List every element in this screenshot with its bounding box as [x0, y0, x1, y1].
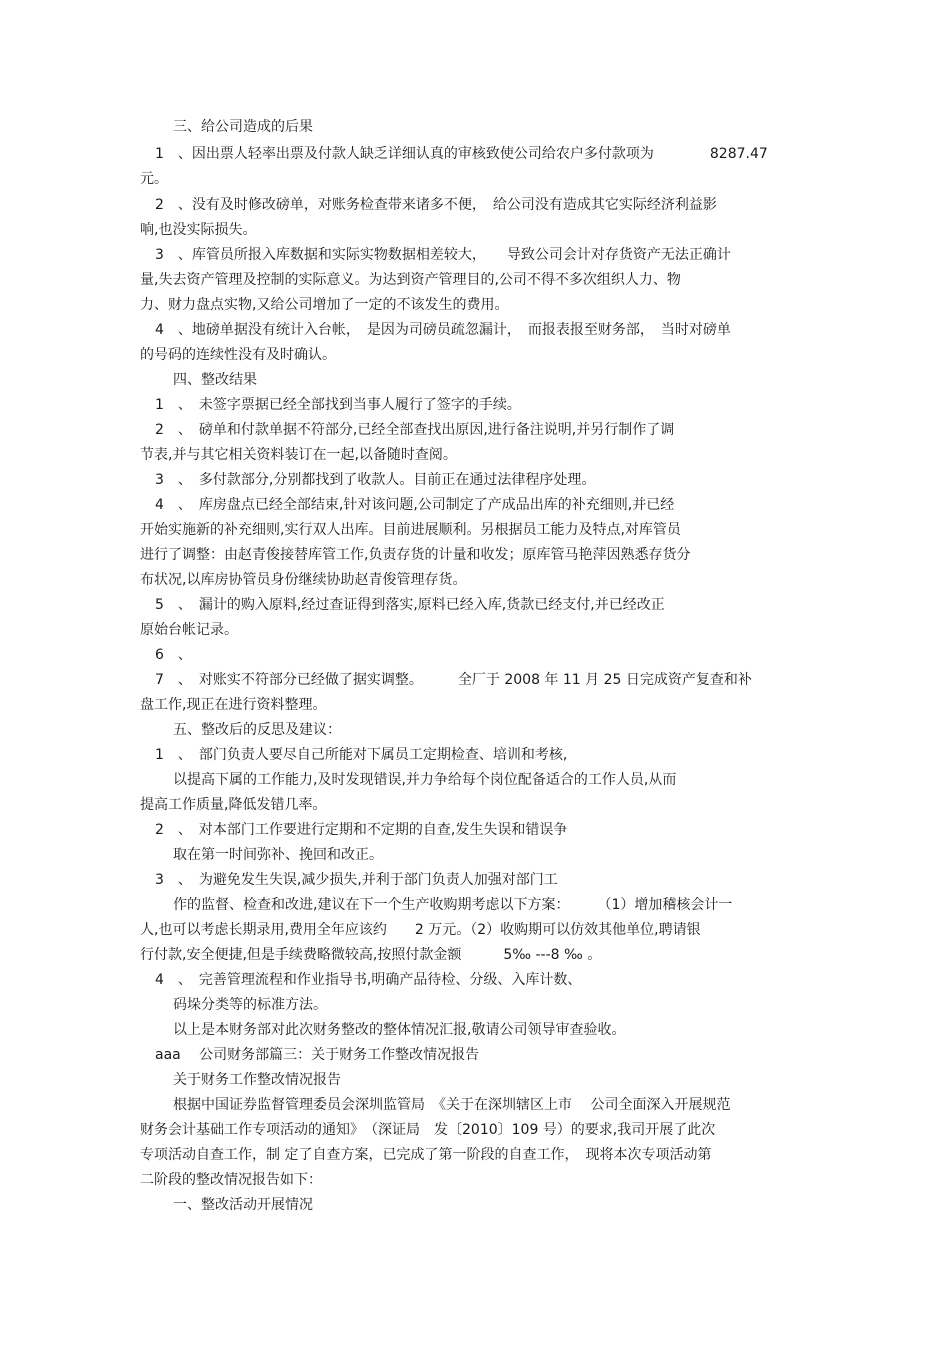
paragraph-line: 进行了调整：由赵青俊接替库管工作,负责存货的计量和收发；原库管马艳萍因熟悉存货分 [140, 547, 691, 563]
paragraph-line: 2 、 磅单和付款单据不符部分,已经全部查找出原因,进行备注说明,并另行制作了调 [155, 422, 675, 438]
paragraph-line: 盘工作,现正在进行资料整理。 [140, 697, 327, 713]
paragraph-line: 2 、没有及时修改磅单，对账务检查带来诸多不便， 给公司没有造成其它实际经济利益影 [155, 197, 717, 213]
paragraph-line: 的号码的连续性没有及时确认。 [140, 347, 336, 363]
paragraph-line: 3 、 多付款部分,分别都找到了收款人。目前正在通过法律程序处理。 [155, 472, 596, 488]
paragraph-line: 量,失去资产管理及控制的实际意义。为达到资产管理目的,公司不得不多次组织人力、物 [140, 272, 681, 288]
paragraph-line: 原始台帐记录。 [140, 622, 238, 638]
paragraph-line: 响,也没实际损失。 [140, 222, 257, 238]
paragraph-line: 3 、库管员所报入库数据和实际实物数据相差较大， 导致公司会计对存货资产无法正确计 [155, 247, 731, 263]
paragraph-line: 7 、 对账实不符部分已经做了据实调整。 全厂于 2008 年 11 月 25 日完成资产复查和补 [155, 672, 752, 688]
paragraph-line: 开始实施新的补充细则,实行双人出库。目前进展顺利。另根据员工能力及特点,对库管员 [140, 522, 681, 538]
paragraph-line: 以上是本财务部对此次财务整改的整体情况汇报,敬请公司领导审查验收。 [173, 1022, 626, 1038]
paragraph-line: 6 、 [155, 647, 192, 663]
section-heading: 三、给公司造成的后果 [173, 119, 313, 135]
paragraph-line: 码垛分类等的标准方法。 [173, 997, 327, 1013]
section-heading: 四、整改结果 [173, 372, 257, 388]
section-heading: 一、整改活动开展情况 [173, 1197, 313, 1213]
paragraph-line: 1 、 部门负责人要尽自己所能对下属员工定期检查、培训和考核, [155, 747, 568, 763]
paragraph-line: 取在第一时间弥补、挽回和改正。 [173, 847, 383, 863]
paragraph-line: 作的监督、检查和改进,建议在下一个生产收购期考虑以下方案： （1）增加稽核会计一 [173, 897, 733, 913]
paragraph-line: 以提高下属的工作能力,及时发现错误,并力争给每个岗位配备适合的工作人员,从而 [173, 772, 677, 788]
paragraph-line: 2 、 对本部门工作要进行定期和不定期的自查,发生失误和错误争 [155, 822, 568, 838]
paragraph-line: 专项活动自查工作，制 定了自查方案，已完成了第一阶段的自查工作， 现将本次专项活动第 [140, 1147, 712, 1163]
paragraph-line: 财务会计基础工作专项活动的通知》 （深证局 发〔2010〕109 号）的要求,我司开展了此次 [140, 1122, 716, 1138]
paragraph-line: 3 、 为避免发生失误,减少损失,并利于部门负责人加强对部门工 [155, 872, 558, 888]
paragraph-line: 根据中国证券监督管理委员会深圳监管局 《关于在深圳辖区上市 公司全面深入开展规范 [173, 1097, 731, 1113]
paragraph-line: 节表,并与其它相关资料装订在一起,以备随时查阅。 [140, 447, 457, 463]
paragraph-line: 力、财力盘点实物,又给公司增加了一定的不该发生的费用。 [140, 297, 509, 313]
paragraph-line: 5 、 漏计的购入原料,经过查证得到落实,原料已经入库,货款已经支付,并已经改正 [155, 597, 665, 613]
paragraph-line: 1 、 未签字票据已经全部找到当事人履行了签字的手续。 [155, 397, 521, 413]
paragraph-line: 4 、 完善管理流程和作业指导书,明确产品待检、分级、入库计数、 [155, 972, 582, 988]
paragraph-line: 人,也可以考虑长期录用,费用全年应该约 2 万元。（2）收购期可以仿效其他单位,聘请银 [140, 922, 701, 938]
paragraph-line: 1 、因出票人轻率出票及付款人缺乏详细认真的审核致使公司给农户多付款项为 8287.47 [155, 146, 768, 162]
paragraph-line: 行付款,安全便捷,但是手续费略微较高,按照付款金额 5‰ ---8 ‰ 。 [140, 947, 602, 963]
paragraph-line: aaa 公司财务部篇三：关于财务工作整改情况报告 [155, 1047, 480, 1063]
paragraph-line: 4 、地磅单据没有统计入台帐， 是因为司磅员疏忽漏计， 而报表报至财务部， 当时对磅单 [155, 322, 731, 338]
paragraph-line: 布状况,以库房协管员身份继续协助赵青俊管理存货。 [140, 572, 467, 588]
paragraph-line: 二阶段的整改情况报告如下： [140, 1172, 322, 1188]
section-heading: 五、整改后的反思及建议： [173, 722, 341, 738]
paragraph-line: 元。 [140, 171, 168, 187]
document-title: 关于财务工作整改情况报告 [173, 1072, 341, 1088]
paragraph-line: 提高工作质量,降低发错几率。 [140, 797, 327, 813]
paragraph-line: 4 、 库房盘点已经全部结束,针对该问题,公司制定了产成品出库的补充细则,并已经 [155, 497, 675, 513]
